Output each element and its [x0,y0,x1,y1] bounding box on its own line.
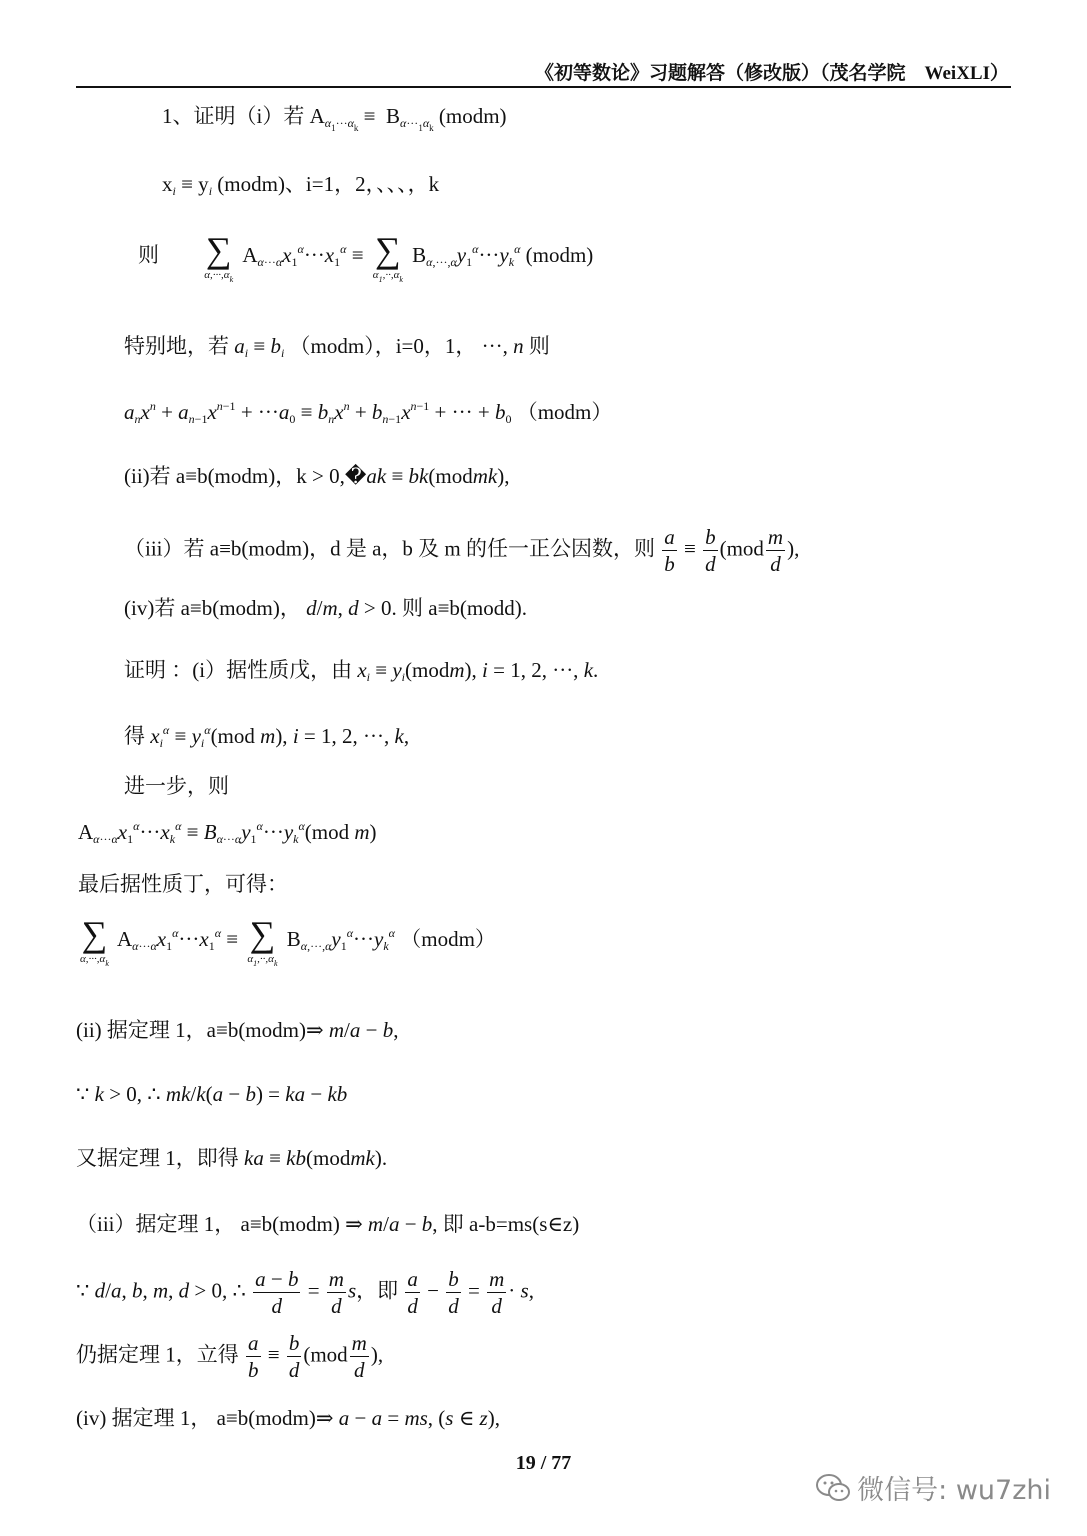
power-congruence: 得 $x_i^\alpha \equiv y_i^\alpha(mod$ m), i = 1, 2, ···, k, [124,723,410,750]
proof-iii: （iii）据定理 1， a≡b(modm) ⇒ m/a − b, 即 a-b=ms(s∈z) [76,1212,580,1236]
proof-ii: (ii) 据定理 1，a≡b(modm)⇒ m/a − b, [76,1018,399,1042]
proof-iii-step: ∵ d/a, b, m, d > 0, ∴ $\frac{a - b}{d}$ = $\frac{m}{d}$ s，即 $\frac{a}{d}$ − $\frac{b}{d}$ = $\frac{m}{d}$ · s, [76,1267,534,1318]
term-congruence: $A_{\alpha\cdot\cdot\cdot\alpha}x_1^\alpha\cdot\cdot\cdot x_k^\alpha \equiv B_{\alpha\cdot\cdot\cdot\alpha}y_1^\alpha\cdot\cdot\cdot y_k^\alpha(mod$ m) [78,819,377,846]
page-number: 19 / 77 [515,1452,572,1474]
statement-iii: （iii）若 a≡b(modm)，d 是 a，b 及 m 的任一正公因数，则 $\frac{a}{b}$ ≡ $\frac{b}{d}$ (mod $\frac{m}{d}$ ), [124,525,800,576]
header-rule [76,86,1011,88]
condition-line: $x_i \equiv y_i$ (modm)、i=1，2，、、、，k [162,172,440,198]
statement-i: 1、证明（i）若 $A_{\alpha_1\cdot\cdot\cdot\alpha_k} \equiv B_{\alpha\cdot\cdot\cdot_1\alpha_k}$ (modm) [162,104,507,133]
proof-ii-conclusion: 又据定理 1，即得 ka ≡ kb(modmk). [76,1146,388,1170]
wechat-icon [815,1473,851,1503]
final-step: 最后据性质丁，可得： [78,872,288,896]
special-case: 特别地，若 $a_i \equiv b_i$ （modm），i=0，1， ···, n 则 [124,334,550,360]
proof-iii-conclusion: 仍据定理 1，立得 $\frac{a}{b}$ ≡ $\frac{b}{d}$ (mod $\frac{m}{d}$ ), [76,1331,384,1382]
proof-i: 证明 ：(i）据性质戊，由 $x_i$ ≡ $y_i(modm)$, i = 1, 2, ···, k. [124,658,599,684]
sum-congruence-final: ∑ $\alpha,\cdot\cdot\cdot,\alpha_k$ $A_{\alpha\cdot\cdot\cdot\alpha}x_1^\alpha\cdot\cdot\cdot x_1^\alpha$ ≡ ∑ $\alpha_1,\cdot\cdot,\alpha_k$ $B_{\alpha,\cdot\cdot\cdot,\alpha}y_1^\alpha\cdot\cdot\cdot y_k^\alpha$ （modm） [80,914,496,968]
proof-ii-step: ∵ k > 0, ∴ mk/k(a − b) = ka − kb [76,1082,348,1106]
proof-iv: (iv) 据定理 1， a≡b(modm)⇒ a − a = ms, (s ∈ z), [76,1406,500,1430]
polynomial-congruence: $a_nx^n + a_{n-1}x^{n-1} + \cdot\cdot\cdot a_0 \equiv b_nx^n + b_{n-1}x^{n-1}$ + ··· + $b_0$ （modm） [124,399,613,426]
statement-iv: (iv)若 a≡b(modm)， d/m, d > 0. 则 a≡b(modd). [124,596,527,620]
further-step: 进一步，则 [124,774,229,798]
wechat-watermark: 微信号: wu7zhi [815,1468,1051,1507]
page-header: 《初等数论》习题解答（修改版）（茂名学院 WeiXLI） [535,63,1009,84]
sum-congruence: 则 ∑ $\alpha,\cdot\cdot\cdot,\alpha_k$ $A_{\alpha\cdot\cdot\cdot\alpha}x_1^\alpha\cdot\cdot\cdot x_1^\alpha$ ≡ ∑ $\alpha_1,\cdot\cdot,\alpha_k$ $B_{\alpha,\cdot\cdot\cdot,\alpha}y_1^\alpha\cdot\cdot\cdot y_k^\alpha$ (modm) [138,230,594,284]
statement-ii: (ii)若 a≡b(modm)，k > 0,�ak ≡ bk(modmk), [124,464,510,488]
